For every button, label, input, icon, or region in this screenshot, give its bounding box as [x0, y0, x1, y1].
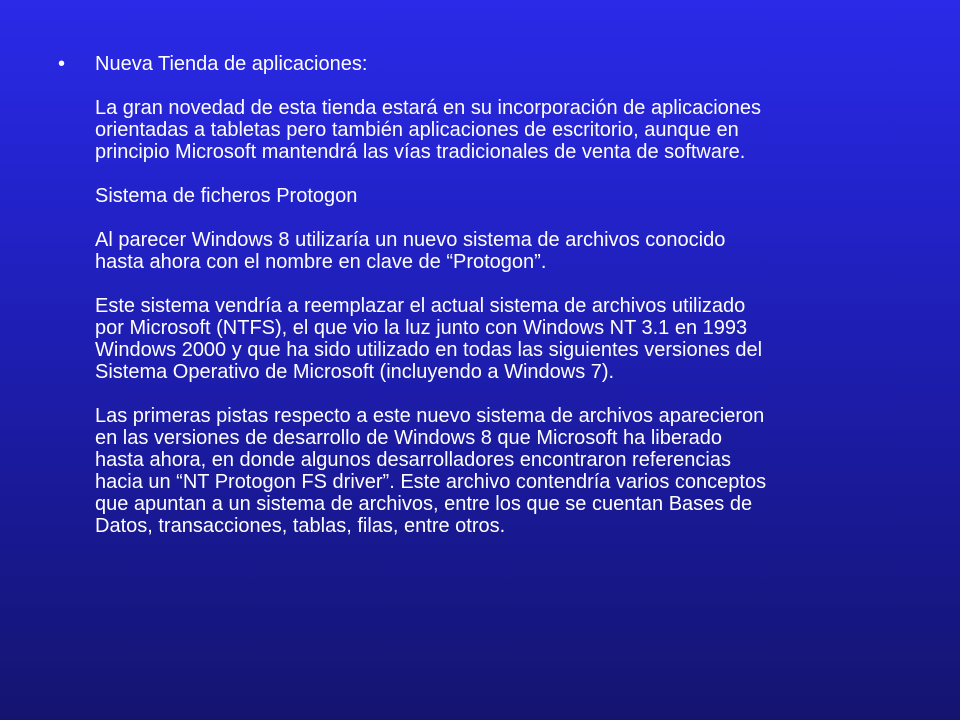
paragraph-protogon-intro: Al parecer Windows 8 utilizaría un nuevo sistema de archivos conocido hasta ahora con el nombre en clave de “Protogon”.: [95, 229, 726, 273]
spacer: [95, 207, 910, 229]
bullet-item: [58, 53, 910, 537]
heading-tienda: Nueva Tienda de aplicaciones:: [95, 53, 368, 75]
spacer: [95, 383, 910, 405]
spacer: [95, 75, 910, 97]
paragraph-ntfs: Este sistema vendría a reemplazar el actual sistema de archivos utilizado por Microsoft (NTFS), el que vio la luz junto con Windows NT 3.1 en 1993 Windows 2000 y que ha sido utilizado en todas las siguientes versiones del Sistema Operativo de Microsoft (incluyendo a Windows 7).: [95, 295, 763, 383]
heading-protogon: Sistema de ficheros Protogon: [95, 185, 358, 207]
paragraph-pistas: Las primeras pistas respecto a este nuevo sistema de archivos aparecieron en las versiones de desarrollo de Windows 8 que Microsoft ha liberado hasta ahora, en donde algunos desarrolladores encontraron referencias hacia un “NT Protogon FS driver”. Este archivo contendría varios conceptos que apuntan a un sistema de archivos, entre los que se cuentan Bases de Datos, transacciones, tablas, filas, entre otros.: [95, 405, 767, 537]
paragraph-tienda: La gran novedad de esta tienda estará en su incorporación de aplicaciones orientadas a tabletas pero también aplicaciones de escritorio, aunque en principio Microsoft mantendrá las vías tradicionales de venta de software.: [95, 97, 762, 163]
bullet-icon: •: [58, 53, 66, 75]
spacer: [95, 273, 910, 295]
bullet-content: [95, 53, 910, 537]
spacer: [95, 163, 910, 185]
